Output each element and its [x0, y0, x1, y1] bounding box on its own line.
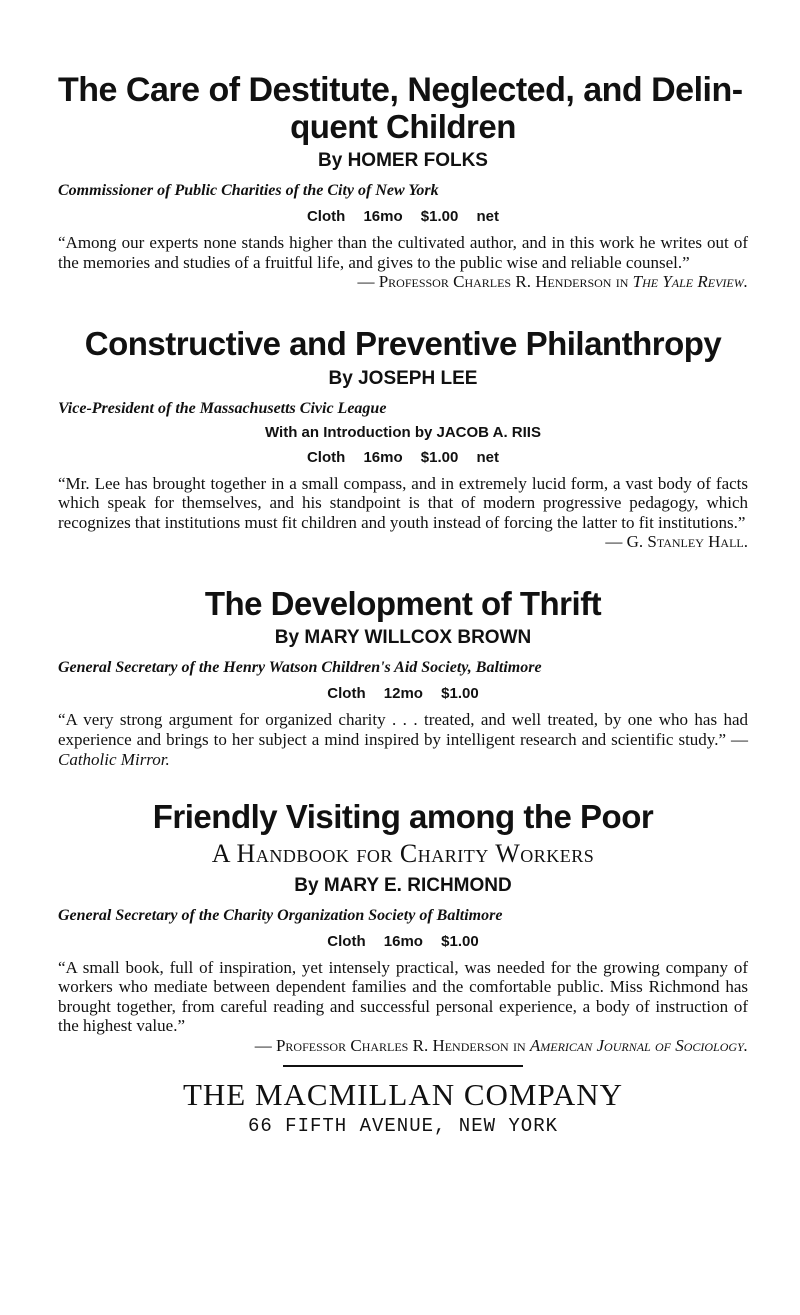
- publisher-address: 66 FIFTH AVENUE, NEW YORK: [247, 1115, 559, 1138]
- book-subtitle: A Handbook for Charity Workers: [211, 838, 595, 868]
- book-title-continued: quent Children: [290, 107, 516, 145]
- book-author: By MARY E. RICHMOND: [294, 874, 512, 896]
- author-affiliation: General Secretary of the Charity Organization Society of Baltimore: [58, 906, 503, 924]
- book-format-price: Cloth 12mo $1.00: [327, 685, 479, 703]
- book-entry-constructive-philanthropy: [58, 326, 748, 552]
- review-attribution: — Professor Charles R. Henderson in The Yale Review.: [357, 272, 748, 292]
- review-quote-text: “Among our experts none stands higher than the cultivated author, and in this work he writes out of the memories and studies of a fruitful life, and gives to the public wise and reliable counsel.”: [58, 233, 748, 272]
- book-author: By JOSEPH LEE: [328, 367, 478, 389]
- book-entry-friendly-visiting: [58, 799, 748, 1055]
- book-author: By HOMER FOLKS: [318, 150, 488, 172]
- review-quote-text: “A very strong argument for organized charity . . . treated, and well treated, by one who has had experience and brings to her subject a mind inspired by intelligent research and scientific study.”: [58, 710, 748, 749]
- review-quote: “A very strong argument for organized charity . . . treated, and well treated, by one who has had experience and brings to her subject a mind inspired by intelligent research and scientific study.” — Catholic Mirror.: [58, 710, 749, 769]
- review-quote: [58, 474, 748, 552]
- book-introduction: With an Introduction by JACOB A. RIIS: [265, 423, 541, 441]
- book-format-price: Cloth 16mo $1.00 net: [306, 208, 500, 226]
- book-title: Constructive and Preventive Philanthropy: [84, 324, 722, 362]
- book-entry-care-of-destitute: [58, 72, 748, 292]
- review-quote-text: “Mr. Lee has brought together in a small compass, and in extremely lucid form, a vast body of facts which speak for themselves, and his standpoint is that of modern progressive pedagogy, which recognizes that institutions must fit children and youth instead of forcing the latter to fit institutions.”: [58, 473, 748, 532]
- book-title: Friendly Visiting among the Poor: [152, 798, 654, 836]
- book-format-price: Cloth 16mo $1.00: [327, 932, 479, 950]
- review-quote: [58, 233, 748, 292]
- book-author: By MARY WILLCOX BROWN: [274, 627, 532, 649]
- publisher-name: THE MACMILLAN COMPANY: [182, 1077, 624, 1113]
- review-quote-text: “A small book, full of inspiration, yet intensely practical, was needed for the growing company of workers who mediate between dependent families and the comfortable public. Miss Richmond has brought together, from careful reading and successful personal experience, a body of instruction of the highest value.”: [58, 957, 748, 1036]
- book-entry-development-of-thrift: [58, 586, 748, 769]
- review-source: The Yale Review.: [632, 272, 748, 292]
- book-format-price: Cloth 16mo $1.00 net: [306, 448, 500, 466]
- book-title: The Care of Destitute, Neglected, and Delin-: [58, 71, 743, 109]
- review-attribution: — G. Stanley Hall.: [605, 532, 748, 552]
- advertisement-page: [58, 72, 748, 1137]
- book-title: The Development of Thrift: [204, 584, 602, 622]
- review-source: American Journal of Sociology.: [529, 1035, 748, 1055]
- review-source: Catholic Mirror.: [58, 749, 170, 769]
- author-affiliation: Vice-President of the Massachusetts Civic League: [58, 399, 387, 417]
- review-quote: [58, 958, 748, 1056]
- author-affiliation: General Secretary of the Henry Watson Children's Aid Society, Baltimore: [58, 659, 542, 677]
- review-attribution: — Professor Charles R. Henderson in American Journal of Sociology.: [254, 1035, 748, 1055]
- author-affiliation: Commissioner of Public Charities of the City of New York: [58, 182, 439, 200]
- divider-rule: [283, 1065, 523, 1067]
